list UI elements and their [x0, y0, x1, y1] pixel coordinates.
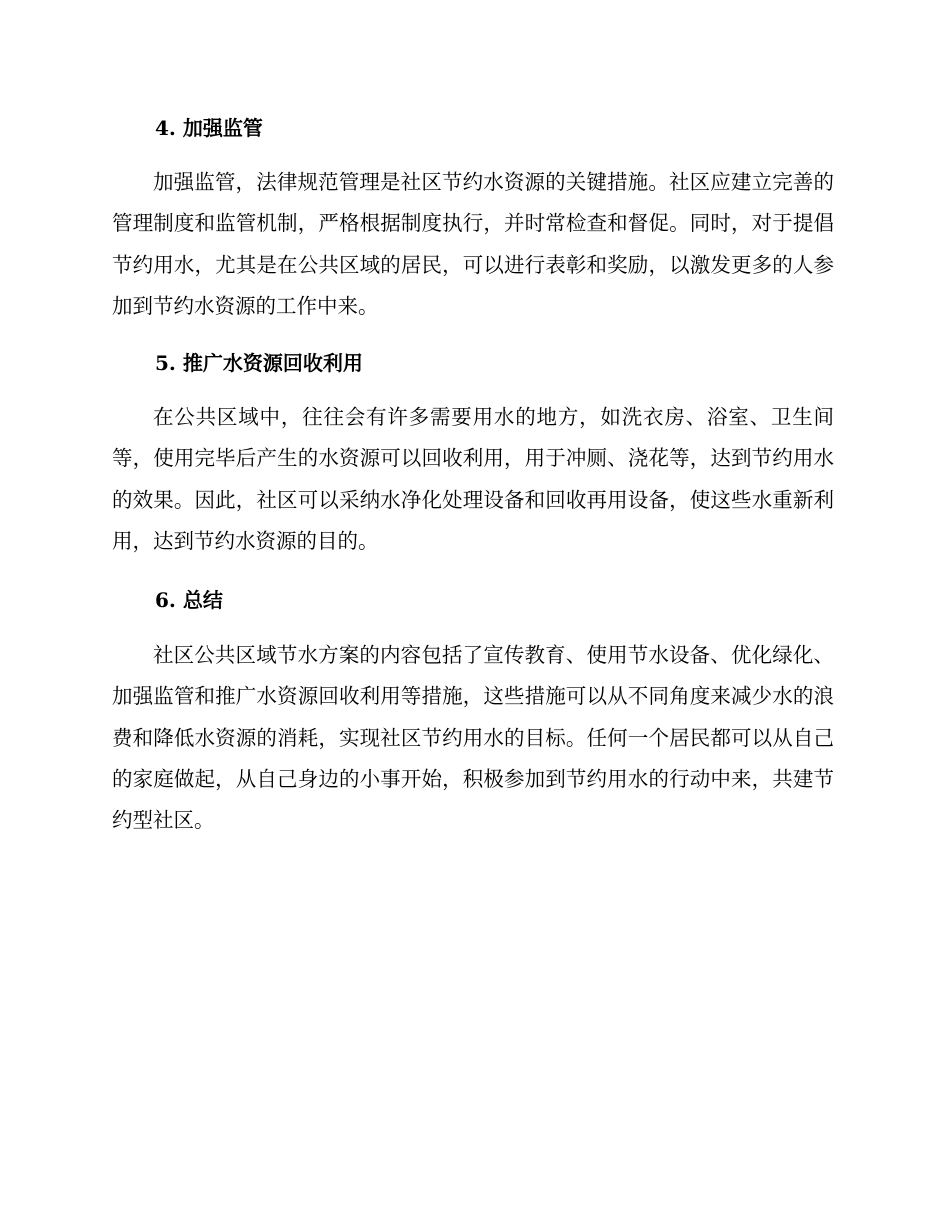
section-paragraph-summary: 社区公共区域节水方案的内容包括了宣传教育、使用节水设备、优化绿化、加强监管和推广水资源回收利用等措施，这些措施可以从不同角度来减少水的浪费和降低水资源的消耗，实现社区节约用水的目标。任何一个居民都可以从自己的家庭做起，从自己身边的小事开始，积极参加到节约用水的行动中来，共建节约型社区。 — [112, 643, 834, 833]
section-heading-summary: 6. 总结 — [155, 588, 223, 612]
section-paragraph-water-recycling: 在公共区域中，往往会有许多需要用水的地方，如洗衣房、浴室、卫生间等，使用完毕后产生的水资源可以回收利用，用于冲厕、浇花等，达到节约用水的效果。因此，社区可以采纳水净化处理设备和回收再用设备，使这些水重新利用，达到节约水资源的目的。 — [112, 405, 834, 553]
section-heading-strengthen-supervision: 4. 加强监管 — [155, 116, 263, 140]
section-heading-water-recycling: 5. 推广水资源回收利用 — [155, 351, 363, 375]
section-paragraph-strengthen-supervision: 加强监管，法律规范管理是社区节约水资源的关键措施。社区应建立完善的管理制度和监管机制，严格根据制度执行，并时常检查和督促。同时，对于提倡节约用水，尤其是在公共区域的居民，可以进行表彰和奖励，以激发更多的人参加到节约水资源的工作中来。 — [112, 170, 834, 318]
